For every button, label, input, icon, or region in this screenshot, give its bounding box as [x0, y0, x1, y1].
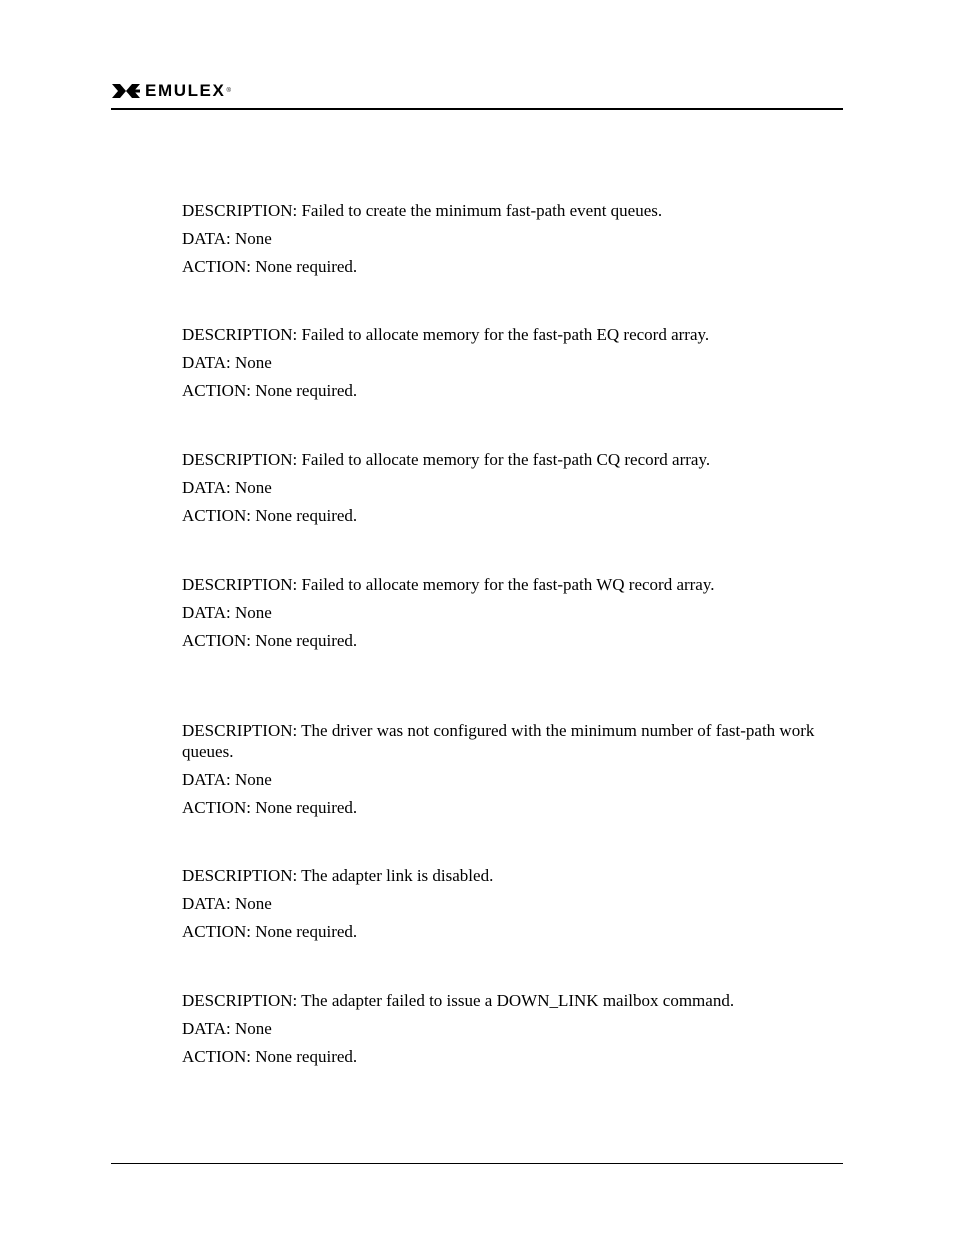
entry-action: ACTION: None required.: [182, 1047, 358, 1066]
entry-data: DATA: None: [182, 478, 272, 497]
entry-description: DESCRIPTION: Failed to create the minimum fast-path event queues.: [182, 201, 663, 220]
message-entry: [182, 865, 843, 942]
header-divider: [111, 108, 843, 110]
page-header: [111, 78, 843, 110]
entry-action: ACTION: None required.: [182, 381, 358, 400]
entry-description: DESCRIPTION: Failed to allocate memory for the fast-path WQ record array.: [182, 575, 715, 594]
message-entry: [182, 200, 843, 277]
message-entry: [182, 990, 843, 1067]
entry-data: DATA: None: [182, 770, 272, 789]
entry-description: DESCRIPTION: The adapter link is disabled.: [182, 866, 494, 885]
entry-data: DATA: None: [182, 229, 272, 248]
trademark-symbol: ®: [226, 88, 231, 94]
entry-description: DESCRIPTION: Failed to allocate memory for the fast-path EQ record array.: [182, 325, 710, 344]
entry-data: DATA: None: [182, 353, 272, 372]
entry-action: ACTION: None required.: [182, 922, 358, 941]
entry-data: DATA: None: [182, 894, 272, 913]
entry-action: ACTION: None required.: [182, 257, 358, 276]
message-entry: [182, 324, 843, 401]
entry-description: DESCRIPTION: The driver was not configured with the minimum number of fast-path work queues.: [182, 721, 815, 761]
message-entry: [182, 574, 843, 651]
entry-data: DATA: None: [182, 603, 272, 622]
entry-action: ACTION: None required.: [182, 631, 358, 650]
message-entry: [182, 449, 843, 526]
entry-action: ACTION: None required.: [182, 506, 358, 525]
message-entry: [182, 720, 843, 818]
emulex-logo: [111, 80, 231, 102]
entry-data: DATA: None: [182, 1019, 272, 1038]
entry-action: ACTION: None required.: [182, 798, 358, 817]
footer-divider: [111, 1163, 843, 1164]
entry-description: DESCRIPTION: Failed to allocate memory for the fast-path CQ record array.: [182, 450, 711, 469]
logo-wordmark: EMULEX: [145, 81, 226, 100]
emulex-mark-icon: [111, 82, 141, 100]
entry-description: DESCRIPTION: The adapter failed to issue a DOWN_LINK mailbox command.: [182, 991, 735, 1010]
